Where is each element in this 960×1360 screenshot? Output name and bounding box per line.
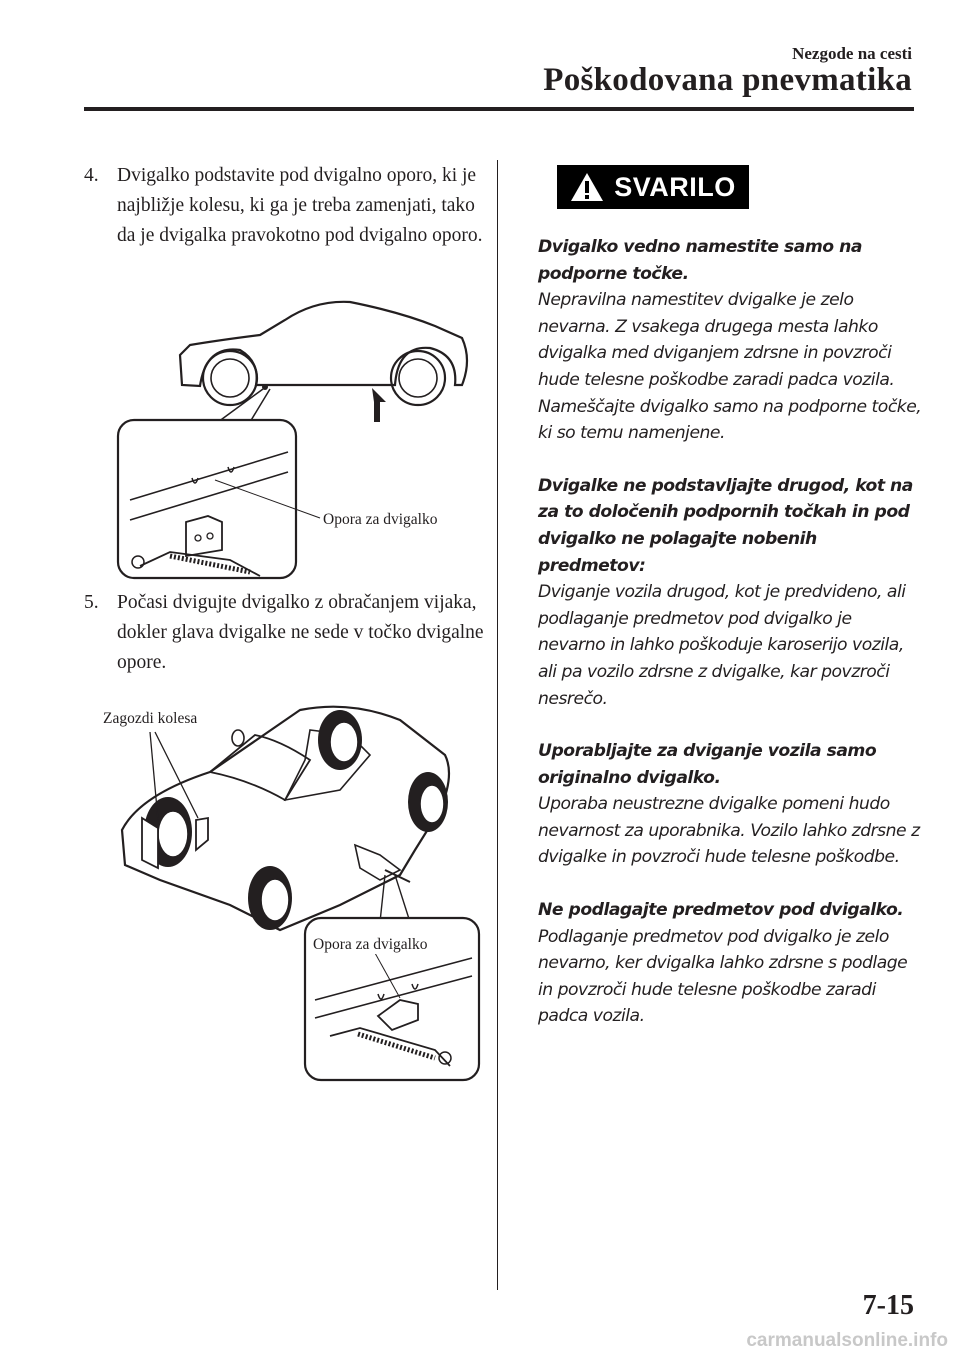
car-side-illustration: [110, 290, 480, 582]
warning-item-2: [538, 473, 923, 712]
figure-jack-lifting: [100, 700, 484, 1084]
footer-watermark: carmanualsonline.info: [746, 1330, 948, 1351]
warning-badge: [557, 165, 749, 209]
step-number: 4.: [84, 165, 99, 186]
warning-triangle-icon: [570, 172, 604, 202]
warning-heading: Ne podlagajte predmetov pod dvigalko.: [538, 900, 904, 921]
column-divider: [497, 160, 498, 1290]
page-number: 7-15: [862, 1290, 914, 1321]
warning-text: Dviganje vozila drugod, kot je predvideno, ali podlaganje predmetov pod dvigalko je nevarno in lahko poškoduje karoserijo vozila, ali pa vozilo zdrsne z dvigalke, kar povzroči nesrečo.: [538, 582, 906, 709]
step-text: Dvigalko podstavite pod dvigalno oporo, ki je najbližje kolesu, ki ga je treba zamenjati, tako da je dvigalka pravokotno pod dvigalno oporo.: [117, 165, 483, 246]
warning-text: Podlaganje predmetov pod dvigalko je zelo nevarno, ker dvigalka lahko zdrsne s podlage in povzroči hude telesne poškodbe zaradi padca vozila.: [538, 926, 908, 1027]
step-text: Počasi dvigujte dvigalko z obračanjem vijaka, dokler glava dvigalke ne sede v točko dvigalne opore.: [117, 592, 484, 673]
jack-point-label: Opora za dvigalko: [313, 936, 428, 953]
warning-item-4: [538, 897, 923, 1030]
warning-text: Nepravilna namestitev dvigalke je zelo nevarna. Z vsakega drugega mesta lahko dvigalka med dviganjem zdrsne in povzroči hude telesne poškodbe zaradi padca vozila. Nameščajte dvigalko samo na podporne točke, ki so temu namenjene.: [538, 290, 922, 444]
page-title: Poškodovana pnevmatika: [543, 62, 912, 98]
car-perspective-illustration: [100, 700, 484, 1084]
wheel-chocks-label: Zagozdi kolesa: [103, 710, 198, 727]
warning-item-3: [538, 738, 923, 871]
warning-label: SVARILO: [614, 171, 736, 202]
section-title: Nezgode na cesti: [792, 44, 912, 63]
step-number: 5.: [84, 592, 99, 613]
figure-jack-point-side: [110, 290, 480, 582]
step-5: [84, 588, 484, 678]
step-4: [84, 161, 484, 251]
warning-text: Uporaba neustrezne dvigalke pomeni hudo nevarnost za uporabnika. Vozilo lahko zdrsne z dvigalke in povzroči hude telesne poškodbe.: [538, 794, 920, 868]
warning-item-1: [538, 234, 923, 447]
header-rule: [84, 107, 914, 111]
warning-heading: Dvigalke ne podstavljajte drugod, kot na za to določenih podpornih točkah in pod dvigalko ne polagajte nobenih predmetov:: [538, 475, 913, 576]
warning-body: [538, 234, 923, 1056]
jack-point-label: Opora za dvigalko: [323, 511, 438, 528]
warning-heading: Dvigalko vedno namestite samo na podporne točke.: [538, 237, 862, 284]
warning-heading: Uporabljajte za dviganje vozila samo originalno dvigalko.: [538, 741, 877, 788]
